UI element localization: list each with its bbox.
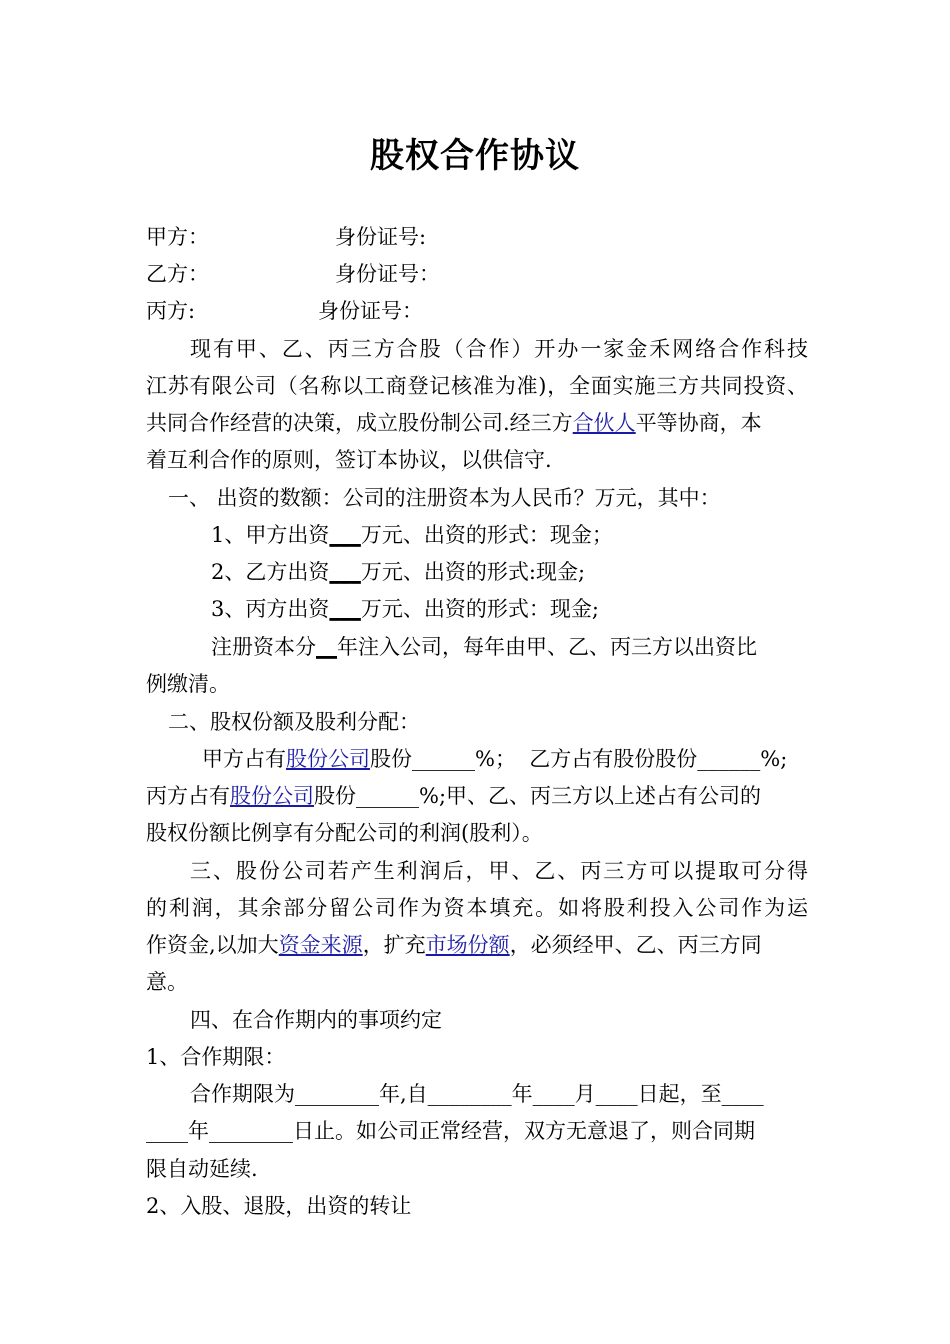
section-1-note-1: [211, 633, 757, 661]
intro-line-4: 着互利合作的原则，签订本协议，以供信守.: [146, 448, 552, 472]
document-title: 股权合作协议: [370, 136, 580, 176]
party-b-id-label: 身份证号：: [335, 262, 440, 286]
item-3-label: 3、丙方出资: [211, 597, 330, 621]
section-1-note-2: 例缴清。: [146, 672, 230, 696]
section-3-line-1: 三、股份公司若产生利润后，甲、乙、丙三方可以提取可分得: [190, 859, 808, 883]
capital-source-link[interactable]: 资金来源: [278, 933, 363, 957]
section-4-para-1: 合作期限为________年,自________年____月____日起，至____: [190, 1082, 764, 1106]
item-1-form: 万元、出资的形式：现金；: [360, 523, 613, 547]
section-4-sub-2: 2、入股、退股，出资的转让: [146, 1194, 412, 1218]
party-a-id-label: 身份证号:: [335, 225, 427, 249]
intro-line-3-a: 共同合作经营的决策，成立股份制公司.经三方: [146, 411, 573, 435]
s3-l3-a: 作资金,以加大: [146, 933, 279, 957]
section-1-item-1: [211, 521, 613, 549]
note-1-blank: __: [316, 635, 337, 659]
party-c-label: 丙方:: [146, 299, 196, 323]
section-4-para-3: 限自动延续.: [146, 1157, 258, 1181]
share-company-link-2[interactable]: 股份公司: [230, 784, 314, 808]
section-4-sub-1: 1、合作期限：: [146, 1045, 286, 1069]
share-company-link-1[interactable]: 股份公司: [286, 747, 370, 771]
section-4-para-2: ____年________日止。如公司正常经营，双方无意退了，则合同期: [146, 1119, 755, 1143]
party-a-label: 甲方：: [146, 225, 209, 249]
section-1-heading: 一、 出资的数额：公司的注册资本为人民币？万元，其中：: [168, 486, 721, 510]
intro-line-1: 现有甲、乙、丙三方合股（合作）开办一家金禾网络合作科技: [190, 337, 808, 361]
item-1-label: 1、甲方出资: [211, 523, 330, 547]
market-share-link[interactable]: 市场份额: [425, 933, 510, 957]
section-2-line-1: [202, 745, 787, 773]
section-3-line-4: 意。: [146, 970, 188, 994]
s2-l1-b: 股份______%； 乙方占有股份股份______%;: [370, 747, 788, 771]
note-1-a: 注册资本分: [211, 635, 316, 659]
s2-l1-a: 甲方占有: [202, 747, 286, 771]
note-1-b: 年注入公司，每年由甲、乙、丙三方以出资比: [337, 635, 757, 659]
item-1-blank: ___: [329, 523, 361, 547]
section-1-item-2: [211, 558, 585, 586]
section-2-heading: 二、股权份额及股利分配：: [168, 710, 420, 734]
section-2-line-3: 股权份额比例享有分配公司的利润(股利）。: [146, 821, 543, 845]
item-2-form: 万元、出资的形式:现金;: [360, 560, 586, 584]
section-3-line-2: 的利润，其余部分留公司作为资本填充。如将股利投入公司作为运: [146, 896, 808, 920]
partner-link[interactable]: 合伙人: [572, 411, 636, 435]
item-2-blank: ___: [329, 560, 361, 584]
section-4-heading: 四、在合作期内的事项约定: [190, 1008, 442, 1032]
intro-line-3-b: 平等协商，本: [635, 411, 762, 435]
intro-line-3: [146, 409, 762, 437]
item-2-label: 2、乙方出资: [211, 560, 330, 584]
s3-l3-c: ，必须经甲、乙、丙三方同: [509, 933, 762, 957]
party-c-id-label: 身份证号：: [318, 299, 423, 323]
item-3-blank: ___: [329, 597, 361, 621]
section-1-item-3: [211, 595, 599, 623]
section-2-line-2: [146, 782, 761, 810]
section-3-line-3: [146, 931, 762, 959]
s2-l2-a: 丙方占有: [146, 784, 230, 808]
item-3-form: 万元、出资的形式：现金;: [360, 597, 599, 621]
s3-l3-b: ，扩充: [362, 933, 426, 957]
party-b-label: 乙方：: [146, 262, 209, 286]
intro-line-2: 江苏有限公司（名称以工商登记核准为准)，全面实施三方共同投资、: [146, 374, 808, 398]
s2-l2-b: 股份______%;甲、乙、丙三方以上述占有公司的: [314, 784, 762, 808]
